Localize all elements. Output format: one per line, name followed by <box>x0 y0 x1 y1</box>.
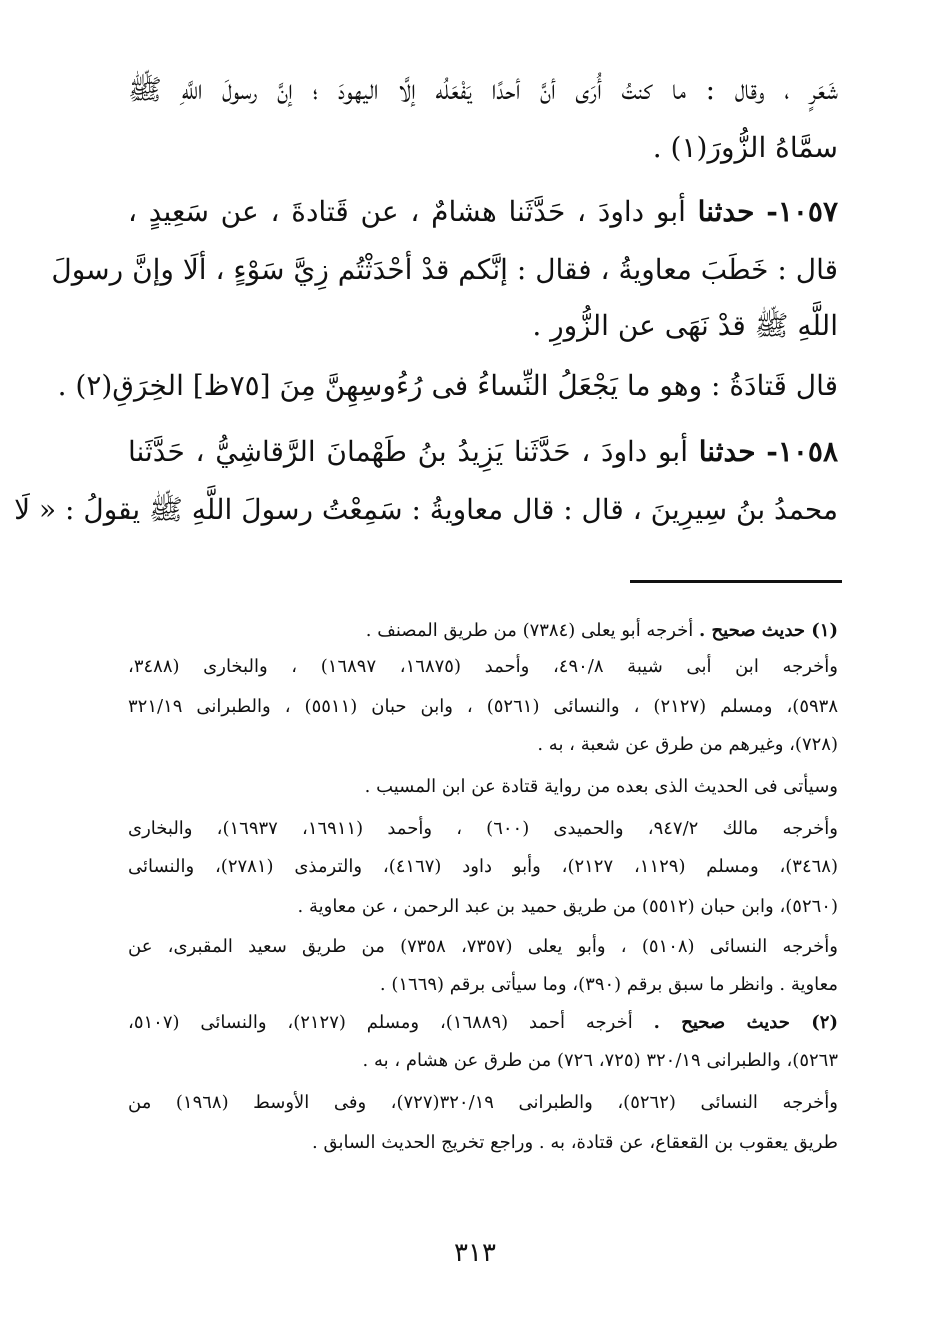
footnote-line: وأخرجه مالك ٩٤٧/٢، والحميدى (٦٠٠) ، وأحمد (١٦٩١١، ١٦٩٣٧)، والبخارى <box>128 818 838 839</box>
hadith-number: ١٠٥٨- <box>766 435 838 468</box>
text-line-2: سمَّاهُ الزُّورَ(١) . <box>652 131 838 164</box>
footnote-line: وأخرجه النسائى (٥٢٦٢)، والطبرانى ٣٢٠/١٩(٧٢٧)، وفى الأوسط (١٩٦٨) من <box>128 1092 839 1113</box>
page-number: ٣١٣ <box>454 1238 496 1268</box>
footnote-line: (٥٢٦٠)، وابن حبان (٥٥١٢) من طريق حميد بن عبد الرحمن ، عن معاوية . <box>297 896 838 917</box>
hadith-lead-word: حدثنا <box>698 435 756 468</box>
text-line-5: اللَّهِ ﷺ قدْ نَهَى عن الزُّورِ . <box>532 309 838 342</box>
text-line-8: محمدُ بنُ سِيرِينَ ، قال : قال معاويةُ : سَمِعْتُ رسولَ اللَّهِ ﷺ يقولُ : « لَا <box>14 493 838 526</box>
footnote-line: ٥٩٣٨)، ومسلم (٢١٢٧) ، والنسائى (٥٢٦١) ، وابن حبان (٥٥١١) ، والطبرانى ٣٢١/١٩ <box>128 696 838 717</box>
footnote-line: وأخرجه ابن أبى شيبة ٤٩٠/٨، وأحمد (١٦٨٧٥، ١٦٨٩٧) ، والبخارى (٣٤٨٨، <box>128 656 839 677</box>
hadith-text: أبو داودَ ، حَدَّثَنا يَزِيدُ بنُ طَهْمانَ الرَّقاشِيُّ ، حَدَّثَنا <box>128 435 689 468</box>
hadith-1058-line-1 <box>128 428 838 476</box>
footnote-line: (٧٢٨)، وغيرهم من طرق عن شعبة ، به . <box>537 734 838 755</box>
footnote-line: (٣٤٦٨)، ومسلم (١١٢٩، ٢١٢٧)، وأبو داود (٤١٦٧)، والترمذى (٢٧٨١)، والنسائى <box>128 856 838 877</box>
footnote-line: وسيأتى فى الحديث الذى بعده من رواية قتادة عن ابن المسيب . <box>364 776 838 797</box>
footnote-lead: (٢) حديث صحيح . <box>653 1012 838 1033</box>
footnote-line: معاوية . وانظر ما سبق برقم (٣٩٠)، وما سيأتى برقم (١٦٦٩) . <box>379 974 838 995</box>
hadith-lead-word: حدثنا <box>697 195 755 228</box>
footnote-separator <box>630 580 842 583</box>
footnote-text: أخرجه أحمد (١٦٨٨٩)، ومسلم (٢١٢٧)، والنسائى (٥١٠٧، <box>128 1012 633 1033</box>
hadith-text: أبو داودَ ، حَدَّثَنا هشامٌ ، عن قَتادةَ ، عن سَعِيدٍ ، <box>128 195 686 228</box>
footnote-line: طريق يعقوب بن القعقاع، عن قتادة، به . وراجع تخريج الحديث السابق . <box>312 1132 838 1153</box>
footnote-line: وأخرجه النسائى (٥١٠٨) ، وأبو يعلى (٧٣٥٧، ٧٣٥٨) من طريق سعيد المقبرى، عن <box>128 936 838 957</box>
hadith-1057-line-1 <box>128 188 838 236</box>
footnote-1-line-1 <box>128 614 838 648</box>
footnote-line: ٥٢٦٣)، والطبرانى ٣٢٠/١٩ (٧٢٥، ٧٢٦) من طرق عن هشام ، به . <box>362 1050 838 1071</box>
hadith-number: ١٠٥٧- <box>766 195 838 228</box>
text-line-1: شَعَرٍ ، وقال : ما كنتُ أُرَى أنَّ أحدًا يَفْعَلُه إلَّا اليهودَ ؛ إنَّ رسولَ اللَّهِ ﷺ <box>128 73 838 106</box>
footnote-lead: (١) حديث صحيح . <box>699 620 838 641</box>
footnote-2-line-1 <box>128 1006 838 1040</box>
footnote-text: أخرجه أبو يعلى (٧٣٨٤) من طريق المصنف . <box>365 620 694 641</box>
text-line-4: قال : خَطَبَ معاويةُ ، فقال : إنَّكم قدْ أحْدَثْتُم زِيَّ سَوْءٍ ، ألَا وإنَّ رسولَ <box>51 253 838 286</box>
text-line-6: قال قَتادَةُ : وهو ما يَجْعَلُ النِّساءُ فى رُءُوسِهِنَّ مِنَ [٧٥ظ] الخِرَقِ(٢) . <box>57 369 838 402</box>
